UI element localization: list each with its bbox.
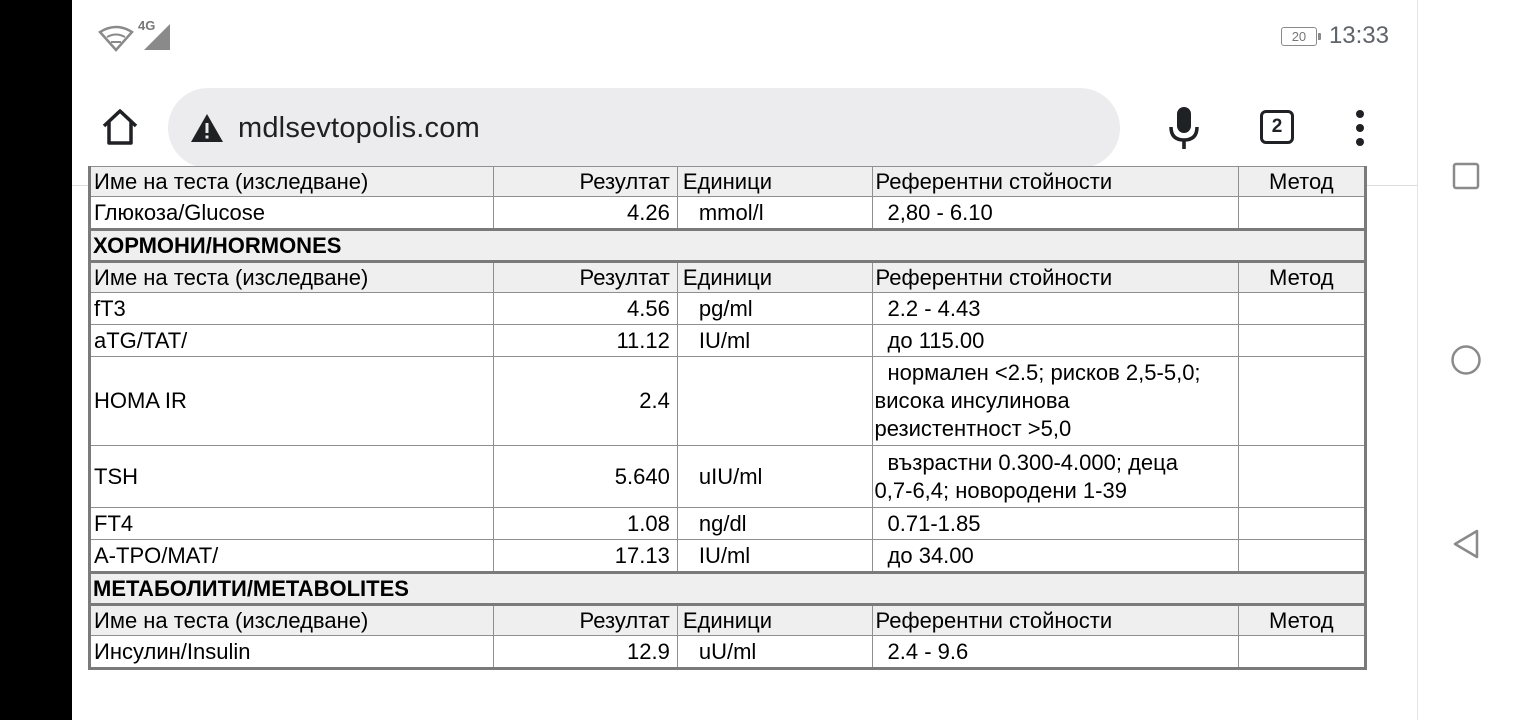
page-content: [72, 168, 1417, 720]
test-name: FT4: [90, 508, 494, 540]
clock: 13:33: [1328, 22, 1389, 49]
reference-line: възрастни 0.300-4.000; деца: [887, 449, 1178, 475]
table-header-row: [90, 605, 1366, 636]
header-result: Резултат: [494, 167, 678, 197]
test-name: Инсулин/Insulin: [90, 636, 494, 669]
warning-icon[interactable]: [190, 111, 224, 145]
test-name: Глюкоза/Glucose: [90, 197, 494, 230]
test-units: IU/ml: [677, 325, 872, 357]
wifi-icon: [100, 27, 132, 50]
header-name: Име на теста (изследване): [90, 262, 494, 293]
header-name: Име на теста (изследване): [90, 167, 494, 197]
header-units: Единици: [677, 605, 872, 636]
test-reference: 2.2 - 4.43: [872, 293, 1238, 325]
menu-dot-icon: [1356, 124, 1364, 132]
test-result: 1.08: [494, 508, 678, 540]
home-icon: [100, 107, 140, 147]
header-units: Единици: [677, 167, 872, 197]
table-row: [90, 508, 1366, 540]
test-name: A-TPO/MAT/: [90, 540, 494, 573]
section-title-row: [90, 573, 1366, 605]
test-method: [1238, 446, 1365, 508]
test-reference: [872, 446, 1238, 508]
test-method: [1238, 197, 1365, 230]
battery-level: 20: [1291, 28, 1307, 44]
left-black-edge: [0, 0, 72, 720]
test-result: 11.12: [494, 325, 678, 357]
test-method: [1238, 636, 1365, 669]
recent-apps-button[interactable]: [1446, 156, 1486, 196]
reference-line: висока инсулинова: [874, 388, 1070, 413]
test-units: ng/dl: [677, 508, 872, 540]
test-units: mmol/l: [677, 197, 872, 230]
section-title: МЕТАБОЛИТИ/METABOLITES: [90, 573, 1366, 605]
test-units: [677, 357, 872, 446]
table-row: [90, 357, 1366, 446]
test-method: [1238, 540, 1365, 573]
network-icons: [98, 20, 178, 59]
header-method: Метод: [1238, 262, 1365, 293]
menu-dot-icon: [1356, 138, 1364, 146]
voice-search-button[interactable]: [1162, 104, 1206, 152]
home-nav-button[interactable]: [1446, 340, 1486, 380]
tab-switcher-button[interactable]: [1260, 110, 1294, 144]
test-reference: до 34.00: [872, 540, 1238, 573]
table-row: [90, 636, 1366, 669]
test-result: 2.4: [494, 357, 678, 446]
test-reference: до 115.00: [872, 325, 1238, 357]
overflow-menu-button[interactable]: [1342, 106, 1378, 150]
test-units: uU/ml: [677, 636, 872, 669]
test-result: 4.56: [494, 293, 678, 325]
test-reference: 2.4 - 9.6: [872, 636, 1238, 669]
address-bar[interactable]: [168, 88, 1120, 168]
test-name: aTG/TAT/: [90, 325, 494, 357]
tab-count: 2: [1271, 116, 1283, 137]
table-header-row: [90, 262, 1366, 293]
reference-line: резистентност >5,0: [874, 416, 1072, 441]
test-method: [1238, 293, 1365, 325]
test-units: pg/ml: [677, 293, 872, 325]
header-reference: Референтни стойности: [872, 262, 1238, 293]
header-method: Метод: [1238, 605, 1365, 636]
table-row: [90, 446, 1366, 508]
header-method: Метод: [1238, 167, 1365, 197]
header-result: Резултат: [494, 605, 678, 636]
circle-icon: [1450, 344, 1482, 376]
triangle-back-icon: [1452, 528, 1480, 560]
header-reference: Референтни стойности: [872, 605, 1238, 636]
table-row: [90, 197, 1366, 230]
test-result: 4.26: [494, 197, 678, 230]
system-navigation-bar: [1417, 0, 1513, 720]
menu-dot-icon: [1356, 110, 1364, 118]
test-units: IU/ml: [677, 540, 872, 573]
test-units: uIU/ml: [677, 446, 872, 508]
test-reference: [872, 357, 1238, 446]
test-method: [1238, 325, 1365, 357]
reference-line: нормален <2.5; рисков 2,5-5,0;: [887, 360, 1201, 385]
header-result: Резултат: [494, 262, 678, 293]
section-title: ХОРМОНИ/HORMONES: [90, 230, 1366, 262]
test-result: 17.13: [494, 540, 678, 573]
url-text[interactable]: mdlsevtopolis.com: [238, 111, 480, 144]
test-method: [1238, 508, 1365, 540]
reference-line: 0,7-6,4; новородени 1-39: [874, 477, 1127, 503]
test-name: TSH: [90, 446, 494, 508]
lab-results-table: [88, 166, 1367, 670]
back-nav-button[interactable]: [1446, 524, 1486, 564]
header-units: Единици: [677, 262, 872, 293]
test-reference: 0.71-1.85: [872, 508, 1238, 540]
table-header-row: [90, 167, 1366, 197]
browser-screen: [72, 0, 1417, 720]
status-bar: [72, 0, 1417, 72]
network-type-label: 4G: [138, 18, 156, 33]
square-icon: [1452, 162, 1480, 190]
microphone-icon: [1167, 105, 1201, 151]
test-result: 5.640: [494, 446, 678, 508]
home-button[interactable]: [98, 105, 142, 149]
test-method: [1238, 357, 1365, 446]
table-row: [90, 540, 1366, 573]
section-title-row: [90, 230, 1366, 262]
test-result: 12.9: [494, 636, 678, 669]
test-name: HOMA IR: [90, 357, 494, 446]
header-reference: Референтни стойности: [872, 167, 1238, 197]
test-name: fT3: [90, 293, 494, 325]
battery-icon: [1281, 27, 1317, 46]
test-reference: 2,80 - 6.10: [872, 197, 1238, 230]
table-row: [90, 325, 1366, 357]
header-name: Име на теста (изследване): [90, 605, 494, 636]
table-row: [90, 293, 1366, 325]
